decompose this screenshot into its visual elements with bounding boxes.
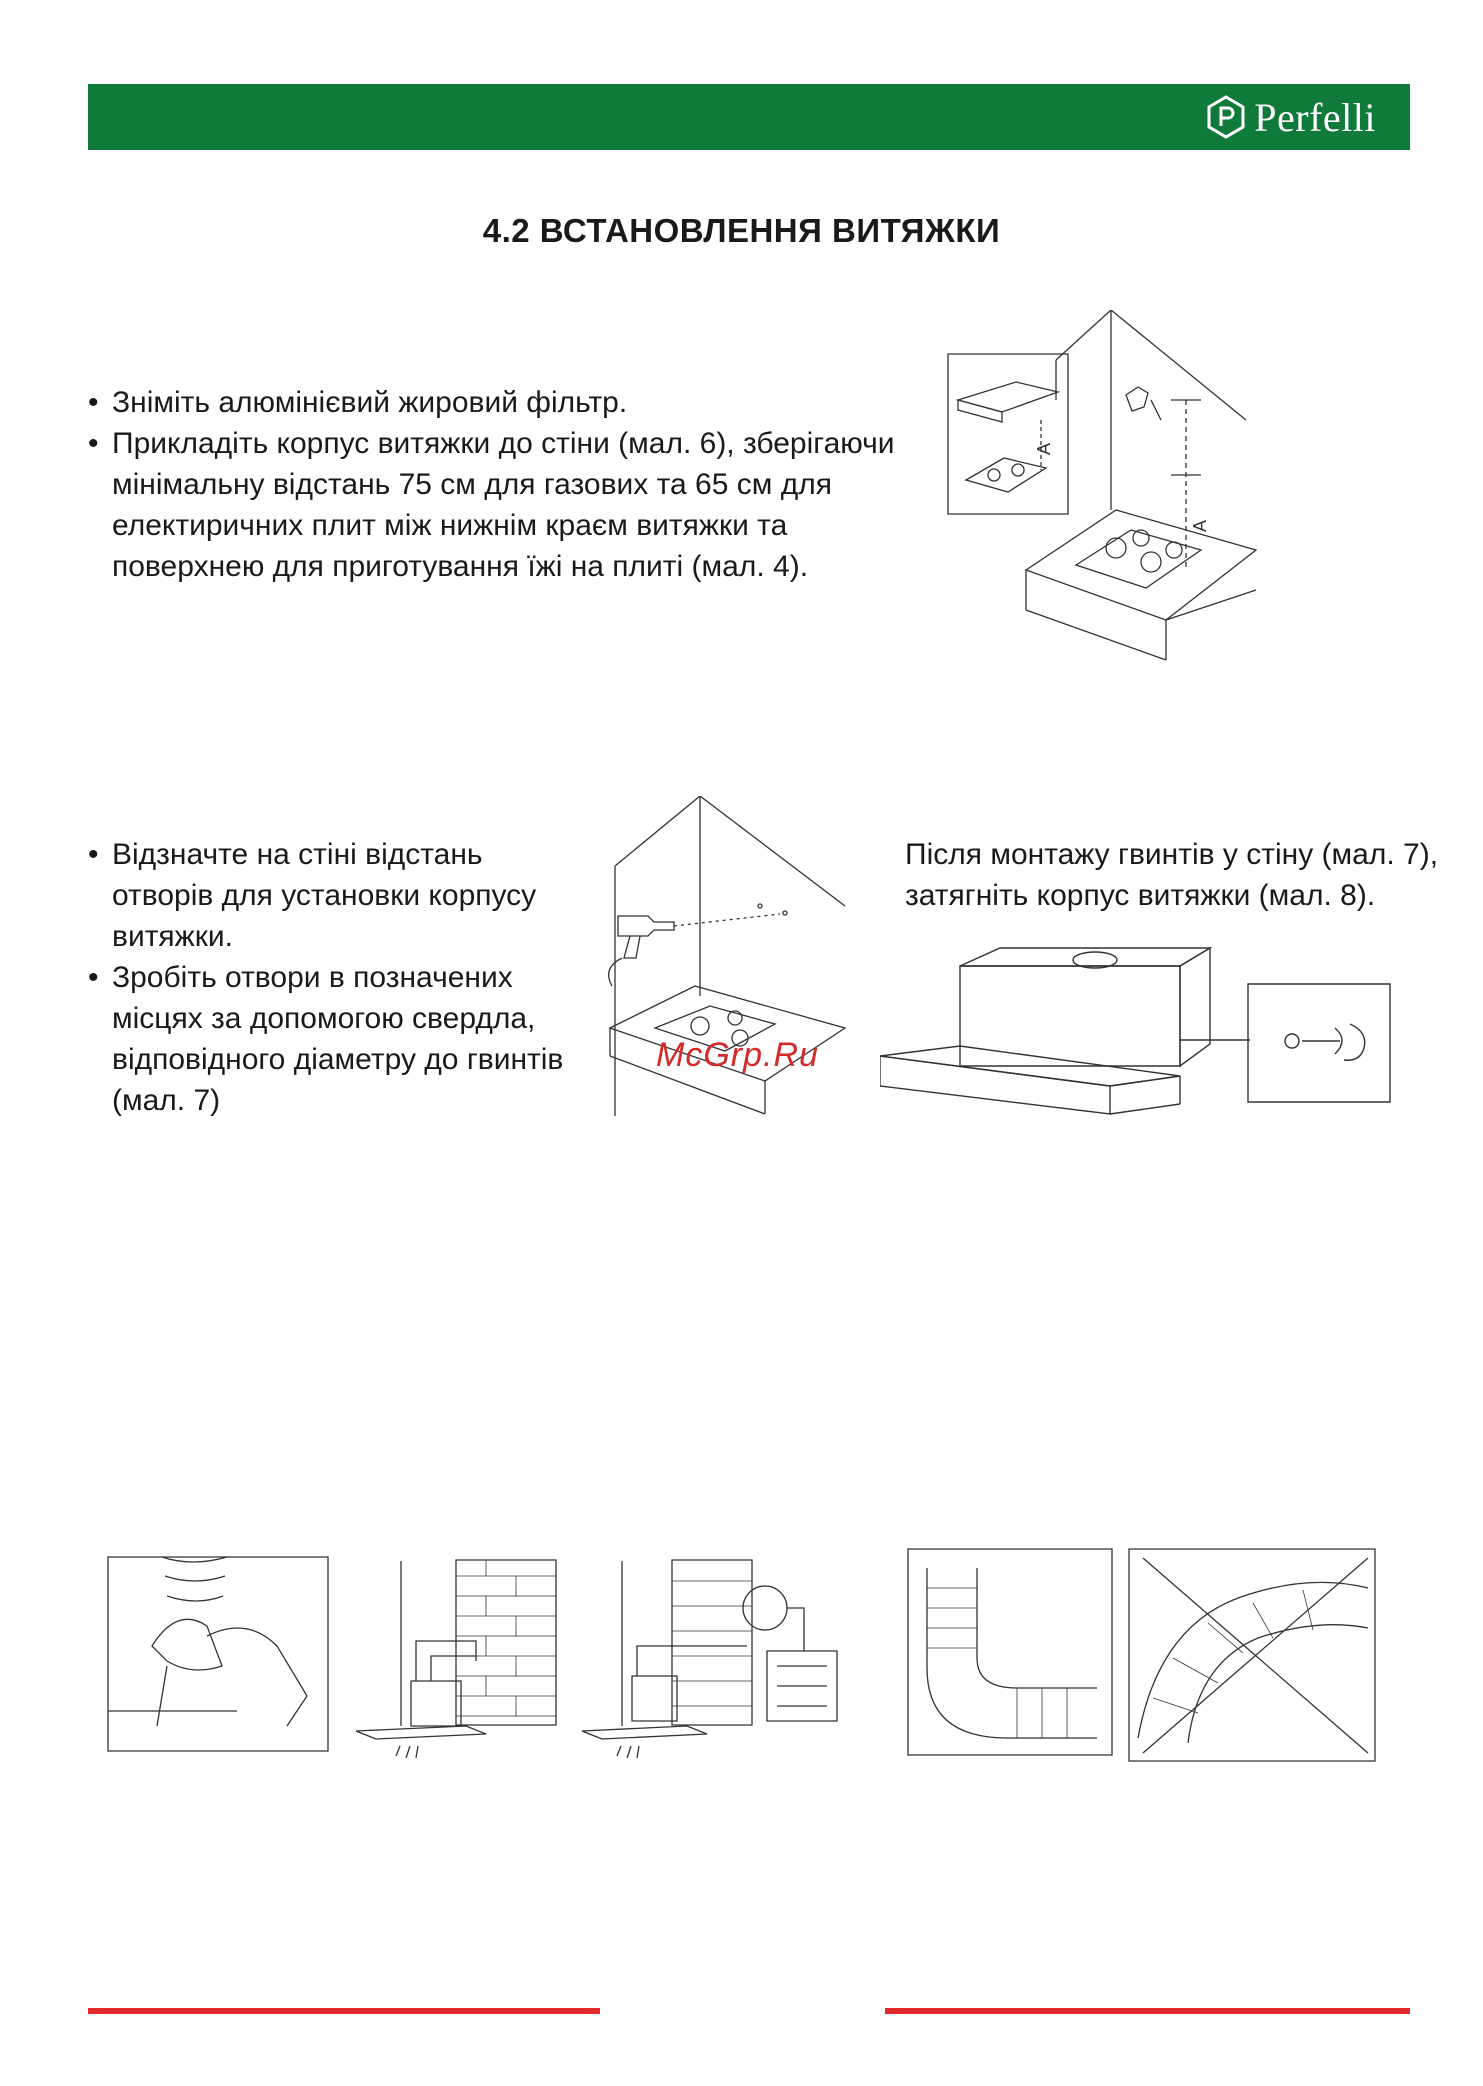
footer-line-left: [88, 2008, 600, 2014]
brand-name: Perfelli: [1254, 94, 1376, 140]
figure-hood-duct-wall: [356, 1556, 568, 1766]
figure-duct-wrong-bend: [1128, 1548, 1376, 1762]
page-title: 4.2 ВСТАНОВЛЕННЯ ВИТЯЖКИ: [482, 212, 1001, 249]
figure-duct-connect: [107, 1556, 329, 1752]
section-remove-filter: [88, 382, 908, 587]
bullet-item: • Відзначте на стіні відстань отворів для установки корпусу витяжки.: [88, 834, 588, 957]
figure-hob-distance: [946, 310, 1266, 670]
dimension-label-a: A: [1190, 519, 1210, 532]
bullet-item: • Зробіть отвори в позначених місцях за допомогою свердла, відповідного діаметру до гвинтів (мал. 7): [88, 957, 588, 1121]
dimension-label-a: A: [1034, 442, 1054, 455]
figure-drilling: [600, 796, 860, 1126]
figure-duct-correct-bend: [907, 1548, 1113, 1756]
figure-hood-mounting: [880, 936, 1400, 1146]
header-bar: [88, 84, 1410, 150]
bullet-item: • Прикладіть корпус витяжки до стіни (мал. 6), зберігаючи мінімальну відстань 75 см для газових та 65 см для електиричних плит між нижнім краєм витяжки та поверхнею для приготування їжі на плиті (мал. 4).: [88, 423, 902, 587]
perfelli-logo-icon: [1206, 95, 1246, 139]
brand-logo: [1206, 94, 1376, 140]
watermark: McGrp.Ru: [656, 1036, 819, 1074]
bullet-item: • Зніміть алюмінієвий жировий фільтр.: [88, 382, 908, 423]
figure-duct-outside: [582, 1556, 852, 1766]
section-mark-holes: [88, 834, 588, 1121]
footer-line-right: [885, 2008, 1410, 2014]
section-tighten-body: Після монтажу гвинтів у стіну (мал. 7), затягніть корпус витяжки (мал. 8).: [905, 838, 1439, 912]
